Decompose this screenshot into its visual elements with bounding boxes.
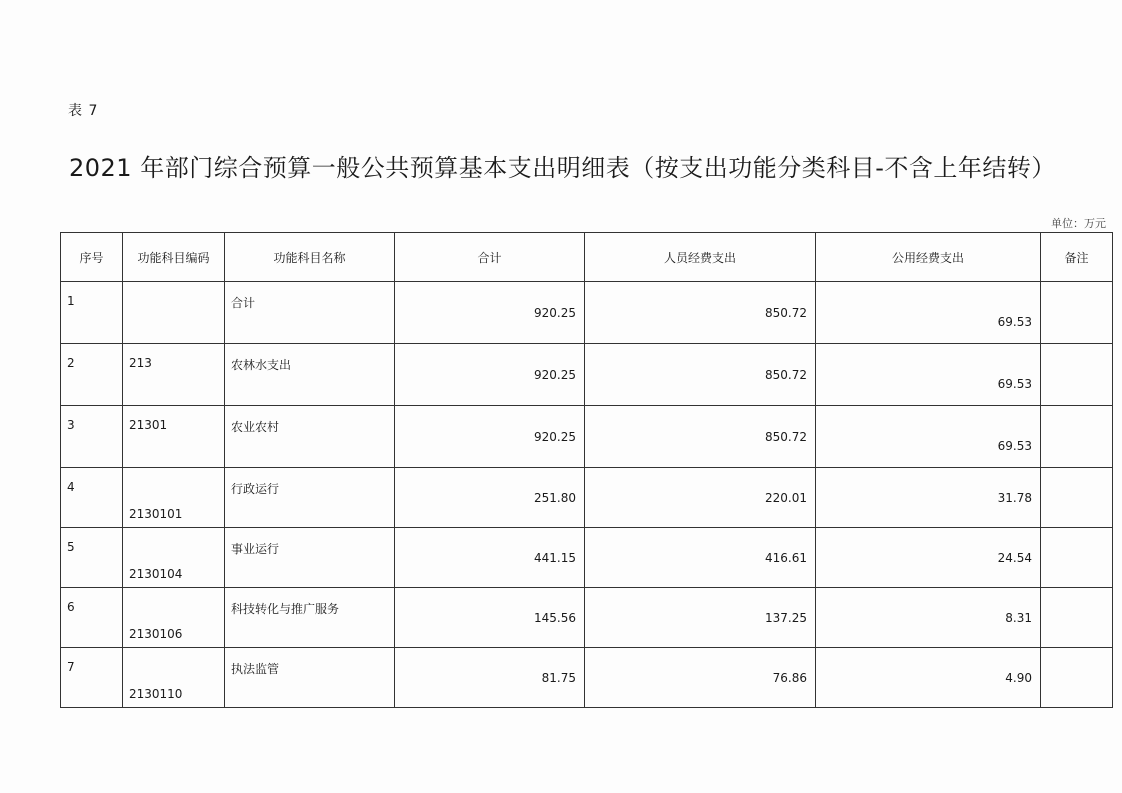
row-name: 农林水支出 [225, 344, 395, 406]
column-header-name: 功能科目名称 [225, 233, 395, 282]
row-note [1041, 344, 1113, 406]
expenditure-table [60, 232, 1113, 708]
row-no: 3 [61, 406, 123, 468]
row-total: 920.25 [395, 282, 585, 344]
row-public: 69.53 [816, 344, 1041, 406]
row-name: 事业运行 [225, 528, 395, 588]
row-public: 31.78 [816, 468, 1041, 528]
row-name: 农业农村 [225, 406, 395, 468]
row-public: 8.31 [816, 588, 1041, 648]
row-personnel: 137.25 [585, 588, 816, 648]
column-header-note: 备注 [1041, 233, 1113, 282]
row-name: 科技转化与推广服务 [225, 588, 395, 648]
row-note [1041, 528, 1113, 588]
table-row [61, 588, 1113, 648]
row-personnel: 850.72 [585, 406, 816, 468]
table-row [61, 648, 1113, 708]
row-no: 4 [61, 468, 123, 528]
table-row [61, 344, 1113, 406]
table-row [61, 282, 1113, 344]
row-public: 4.90 [816, 648, 1041, 708]
row-public: 24.54 [816, 528, 1041, 588]
row-no: 7 [61, 648, 123, 708]
column-header-total: 合计 [395, 233, 585, 282]
row-code [123, 282, 225, 344]
table-row [61, 468, 1113, 528]
row-name: 执法监管 [225, 648, 395, 708]
row-note [1041, 468, 1113, 528]
column-header-no: 序号 [61, 233, 123, 282]
row-no: 5 [61, 528, 123, 588]
table-number-label: 表 7 [68, 103, 99, 119]
row-note [1041, 406, 1113, 468]
row-no: 1 [61, 282, 123, 344]
row-code: 213 [123, 344, 225, 406]
row-note [1041, 588, 1113, 648]
row-total: 920.25 [395, 344, 585, 406]
row-note [1041, 282, 1113, 344]
table-header-row [61, 233, 1113, 282]
row-total: 145.56 [395, 588, 585, 648]
unit-label: 单位：万元 [1051, 217, 1106, 230]
row-total: 441.15 [395, 528, 585, 588]
row-public: 69.53 [816, 406, 1041, 468]
row-total: 920.25 [395, 406, 585, 468]
row-total: 251.80 [395, 468, 585, 528]
row-personnel: 220.01 [585, 468, 816, 528]
column-header-personnel: 人员经费支出 [585, 233, 816, 282]
row-code: 2130110 [123, 648, 225, 708]
row-code: 2130101 [123, 468, 225, 528]
document-title: 2021 年部门综合预算一般公共预算基本支出明细表（按支出功能分类科目-不含上年结转） [69, 154, 1056, 182]
row-code: 2130104 [123, 528, 225, 588]
row-no: 2 [61, 344, 123, 406]
row-personnel: 416.61 [585, 528, 816, 588]
column-header-code: 功能科目编码 [123, 233, 225, 282]
row-personnel: 850.72 [585, 282, 816, 344]
row-code: 2130106 [123, 588, 225, 648]
row-total: 81.75 [395, 648, 585, 708]
column-header-public: 公用经费支出 [816, 233, 1041, 282]
table-row [61, 406, 1113, 468]
row-code: 21301 [123, 406, 225, 468]
row-personnel: 850.72 [585, 344, 816, 406]
row-no: 6 [61, 588, 123, 648]
row-note [1041, 648, 1113, 708]
row-personnel: 76.86 [585, 648, 816, 708]
row-public: 69.53 [816, 282, 1041, 344]
row-name: 合计 [225, 282, 395, 344]
table-row [61, 528, 1113, 588]
row-name: 行政运行 [225, 468, 395, 528]
